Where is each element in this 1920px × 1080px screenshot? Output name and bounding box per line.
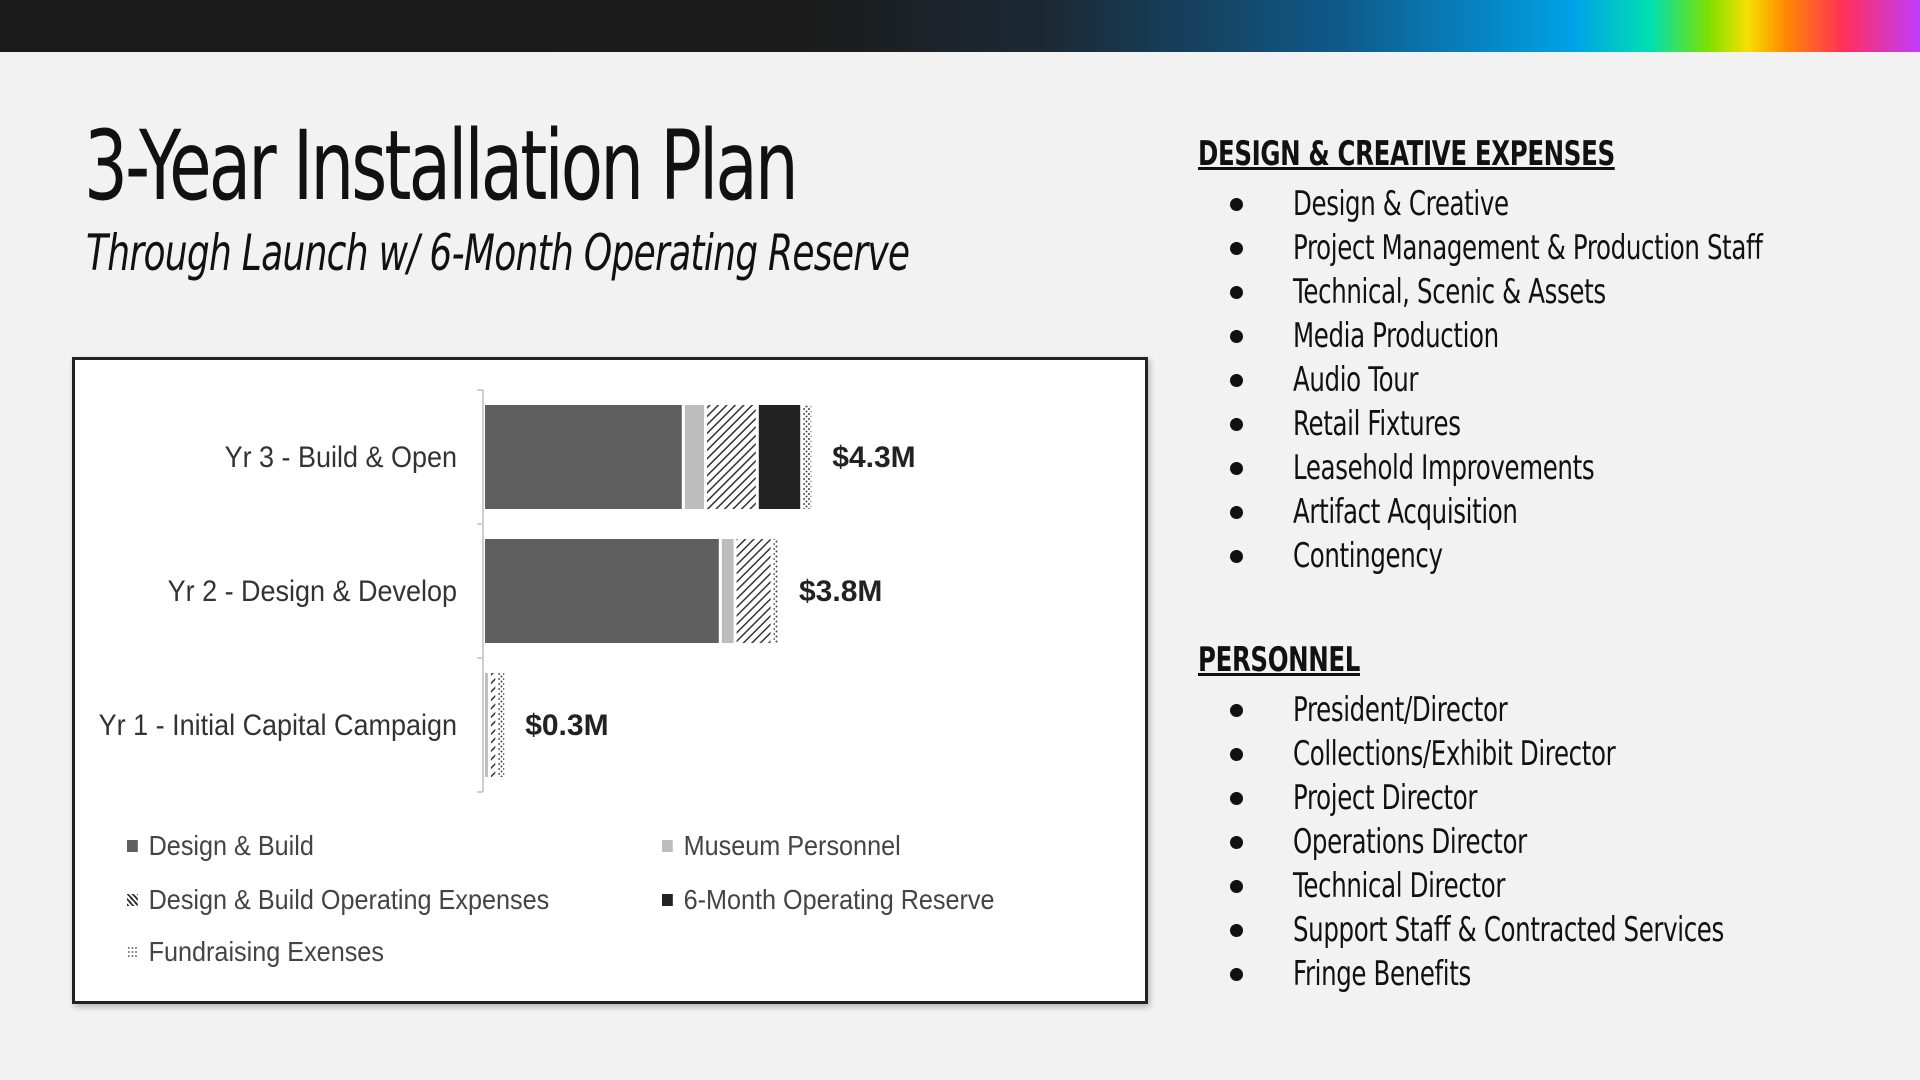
bullet-icon <box>1230 748 1243 761</box>
legend-item <box>127 884 549 916</box>
list-item-label: President/Director <box>1293 690 1508 730</box>
bullet-icon <box>1230 242 1243 255</box>
legend-item <box>127 936 384 968</box>
list-item <box>1198 952 1878 996</box>
list-item-label: Project Management & Production Staff <box>1293 228 1763 268</box>
category-label: Yr 2 - Design & Develop <box>167 574 457 609</box>
list-item-label: Contingency <box>1293 536 1443 576</box>
list-item-label: Media Production <box>1293 316 1499 356</box>
list-item <box>1198 864 1878 908</box>
list-item-label: Audio Tour <box>1293 360 1419 400</box>
bullet-icon <box>1230 924 1243 937</box>
legend-label: Design & Build <box>148 830 314 861</box>
category-label: Yr 1 - Initial Capital Campaign <box>98 708 457 743</box>
bullet-icon <box>1230 836 1243 849</box>
list-item-label: Technical, Scenic & Assets <box>1293 272 1606 312</box>
bullet-icon <box>1230 198 1243 211</box>
bullet-list <box>1198 182 1878 578</box>
legend-item <box>662 830 901 862</box>
bar-segment-design-build-operating-expenses <box>491 673 495 777</box>
bullet-icon <box>1230 968 1243 981</box>
total-data-label: $3.8M <box>799 575 883 608</box>
list-item <box>1198 776 1878 820</box>
list-item <box>1198 534 1878 578</box>
bar-segment-museum-personnel <box>685 405 704 509</box>
legend-swatch <box>127 946 138 958</box>
legend-swatch <box>127 840 138 852</box>
bullet-icon <box>1230 462 1243 475</box>
list-item <box>1198 490 1878 534</box>
bullet-icon <box>1230 286 1243 299</box>
list-item-label: Design & Creative <box>1293 184 1509 224</box>
list-item <box>1198 908 1878 952</box>
bullet-icon <box>1230 418 1243 431</box>
legend-swatch <box>662 894 673 906</box>
list-item-label: Leasehold Improvements <box>1293 448 1595 488</box>
list-item-label: Project Director <box>1293 778 1478 818</box>
list-item <box>1198 270 1878 314</box>
bar-segment-design-build <box>485 539 719 643</box>
bullet-icon <box>1230 374 1243 387</box>
section-heading: PERSONNEL <box>1198 640 1361 680</box>
legend-label: Fundraising Exenses <box>148 936 384 967</box>
bar-segment-fundraising-exenses <box>774 539 778 643</box>
list-item-label: Operations Director <box>1293 822 1527 862</box>
bar-segment-fundraising-exenses <box>498 673 504 777</box>
section-heading: DESIGN & CREATIVE EXPENSES <box>1198 134 1615 174</box>
list-item <box>1198 732 1878 776</box>
bullet-icon <box>1230 792 1243 805</box>
stacked-bar-chart <box>72 357 1148 1004</box>
list-item-label: Retail Fixtures <box>1293 404 1461 444</box>
page-title: 3-Year Installation Plan <box>84 110 796 222</box>
list-item <box>1198 820 1878 864</box>
list-item <box>1198 402 1878 446</box>
page-subtitle: Through Launch w/ 6-Month Operating Reserve <box>86 224 910 282</box>
legend-swatch <box>662 840 673 852</box>
list-item-label: Technical Director <box>1293 866 1506 906</box>
bar-segment-museum-personnel <box>485 673 488 777</box>
bullet-icon <box>1230 506 1243 519</box>
list-item <box>1198 226 1878 270</box>
list-item <box>1198 688 1878 732</box>
section-gap <box>1198 578 1878 640</box>
list-item <box>1198 314 1878 358</box>
list-item-label: Collections/Exhibit Director <box>1293 734 1616 774</box>
bullet-list <box>1198 688 1878 996</box>
expense-categories-panel <box>1198 134 1878 996</box>
list-item <box>1198 446 1878 490</box>
total-data-label: $4.3M <box>832 441 916 474</box>
list-item-label: Fringe Benefits <box>1293 954 1471 994</box>
bar-segment-design-build-operating-expenses <box>707 405 756 509</box>
legend-swatch <box>127 894 138 906</box>
bullet-icon <box>1230 330 1243 343</box>
rainbow-header-bar <box>0 0 1920 52</box>
bullet-icon <box>1230 704 1243 717</box>
list-item-label: Artifact Acquisition <box>1293 492 1518 532</box>
chart-plot <box>75 360 1145 820</box>
legend-label: 6-Month Operating Reserve <box>683 884 995 915</box>
bullet-icon <box>1230 880 1243 893</box>
legend-item <box>662 884 995 916</box>
legend-label: Museum Personnel <box>683 830 901 861</box>
legend-item <box>127 830 314 862</box>
bullet-icon <box>1230 550 1243 563</box>
bar-segment-6-month-operating-reserve <box>759 405 800 509</box>
bar-segment-museum-personnel <box>722 539 734 643</box>
list-item-label: Support Staff & Contracted Services <box>1293 910 1724 950</box>
legend-label: Design & Build Operating Expenses <box>148 884 550 915</box>
chart-legend <box>127 830 1107 990</box>
bar-segment-design-build <box>485 405 682 509</box>
list-item <box>1198 182 1878 226</box>
bar-segment-design-build-operating-expenses <box>737 539 771 643</box>
bar-segment-fundraising-exenses <box>803 405 811 509</box>
list-item <box>1198 358 1878 402</box>
category-label: Yr 3 - Build & Open <box>224 440 457 475</box>
total-data-label: $0.3M <box>525 709 609 742</box>
